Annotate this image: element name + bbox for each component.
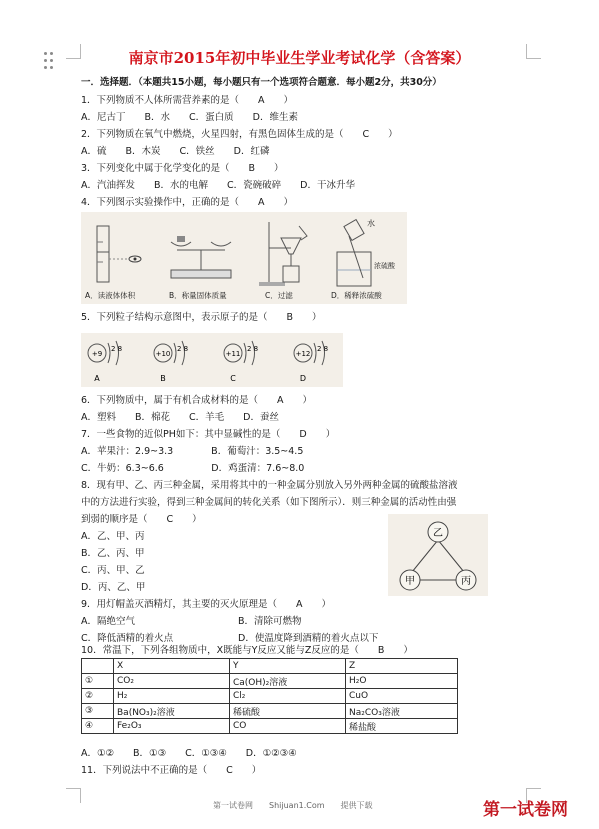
figure-caption-c: C．过滤 [265, 291, 293, 300]
node-label-yi: 乙 [433, 528, 443, 539]
table-header-cell: Z [346, 659, 458, 674]
svg-text:+9: +9 [91, 350, 103, 358]
node-label-jia: 甲 [405, 576, 415, 587]
table-header-cell [82, 659, 114, 674]
question-5-stem: 5．下列粒子结构示意图中，表示原子的是（ B ） [81, 312, 322, 323]
question-8-option-c: C．丙、甲、乙 [81, 565, 145, 576]
question-9-option-c: C．降低酒精的着火点 [81, 633, 174, 644]
table-cell: Na₂CO₃溶液 [346, 704, 458, 719]
svg-text:2 8: 2 8 [111, 345, 123, 353]
question-8-stem-line1: 8．现有甲、乙、丙三种金属，采用将其中的一种金属分别放入另外两种金属的硫酸盐溶液 [81, 480, 458, 491]
question-4-stem: 4．下列图示实验操作中，正确的是（ A ） [81, 197, 294, 208]
node-label-bing: 丙 [461, 576, 471, 587]
question-10-options: A．①② B．①③ C．①③④ D．①②③④ [81, 748, 297, 759]
svg-text:B: B [160, 374, 166, 383]
question-1-stem: 1．下列物质不人体所需营养素的是（ A ） [81, 95, 294, 106]
question-6-options: A．塑料 B．棉花 C．羊毛 D．蚕丝 [81, 412, 279, 423]
table-row [82, 704, 458, 719]
question-9-option-a: A．隔绝空气 [81, 616, 135, 627]
page-footer: 第一试卷网 Shijuan1.Com 提供下载 [213, 801, 373, 810]
question-9-stem: 9．用灯帽盖灭酒精灯，其主要的灭火原理是（ A ） [81, 599, 332, 610]
table-header-cell: X [114, 659, 230, 674]
svg-text:A: A [94, 374, 100, 383]
table-cell: H₂O [346, 674, 458, 689]
svg-text:+11: +11 [225, 350, 241, 358]
table-cell: CO₂ [114, 674, 230, 689]
table-cell: Ca(OH)₂溶液 [230, 674, 346, 689]
svg-text:+12: +12 [295, 350, 311, 358]
question-8-stem-line3: 到弱的顺序是（ C ） [81, 514, 202, 525]
figure-caption-a: A．读液体体积 [85, 291, 136, 300]
question-10-stem: 10．常温下，下列各组物质中，X既能与Y反应又能与Z反应的是（ B ） [81, 645, 413, 656]
table-cell: ④ [82, 719, 114, 734]
question-7-stem: 7．一些食物的近似PH如下：其中显碱性的是（ D ） [81, 429, 336, 440]
table-header-cell: Y [230, 659, 346, 674]
table-row [82, 689, 458, 704]
question-6-stem: 6．下列物质中，属于有机合成材料的是（ A ） [81, 395, 313, 406]
site-logo: 第一试卷网 [483, 800, 568, 820]
question-8-option-a: A．乙、甲、丙 [81, 531, 145, 542]
table-row [82, 674, 458, 689]
question-2-options: A．硫 B．木炭 C．铁丝 D．红磷 [81, 146, 270, 157]
question-3-options: A．汽油挥发 B．水的电解 C．瓷碗破碎 D．干冰升华 [81, 180, 355, 191]
figure-caption-d: D．稀释浓硫酸 [331, 291, 382, 300]
table-cell: Ba(NO₃)₂溶液 [114, 704, 230, 719]
svg-text:C: C [230, 374, 236, 383]
page-corner-mark [66, 788, 81, 803]
question-7-options-cd: C．牛奶：6.3~6.6 D．鸡蛋清：7.6~8.0 [81, 463, 305, 474]
svg-text:2 8: 2 8 [317, 345, 329, 353]
atomic-structure-figure [81, 333, 343, 387]
table-row [82, 719, 458, 734]
question-9-option-d: D．使温度降到酒精的着火点以下 [238, 633, 379, 644]
table-cell: Cl₂ [230, 689, 346, 704]
lab-operations-figure [81, 212, 407, 304]
section-heading: 一．选择题．（本题共15小题，每小题只有一个选项符合题意．每小题2分，共30分） [81, 77, 442, 88]
table-cell: CuO [346, 689, 458, 704]
question-2-stem: 2．下列物质在氧气中燃烧，火星四射，有黑色固体生成的是（ C ） [81, 129, 398, 140]
table-cell: CO [230, 719, 346, 734]
document-title: 南京市2015年初中毕业生学业考试化学（含答案） [128, 49, 471, 67]
table-header-row [82, 659, 458, 674]
question-8-stem-line2: 中的方法进行实验，得到三种金属间的转化关系（如下图所示）．则三种金属的活动性由强 [81, 497, 457, 508]
svg-text:2 8: 2 8 [177, 345, 189, 353]
reaction-table [81, 658, 458, 734]
table-cell: H₂ [114, 689, 230, 704]
metal-conversion-diagram [388, 514, 488, 596]
table-cell: 稀硫酸 [230, 704, 346, 719]
table-cell: ① [82, 674, 114, 689]
question-7-options-ab: A．苹果汁：2.9~3.3 B．葡萄汁：3.5~4.5 [81, 446, 304, 457]
figure-caption-b: B．称量固体质量 [169, 291, 227, 300]
svg-text:2 8: 2 8 [247, 345, 259, 353]
question-1-options: A．尼古丁 B．水 C．蛋白质 D．维生素 [81, 112, 298, 123]
question-8-option-d: D．丙、乙、甲 [81, 582, 146, 593]
acid-label: 浓硫酸 [374, 262, 395, 270]
table-cell: ② [82, 689, 114, 704]
question-8-option-b: B．乙、丙、甲 [81, 548, 145, 559]
svg-text:D: D [299, 374, 307, 383]
svg-text:+10: +10 [155, 350, 171, 358]
table-cell: Fe₂O₃ [114, 719, 230, 734]
question-9-option-b: B．清除可燃物 [238, 616, 302, 627]
question-11-stem: 11．下列说法中不正确的是（ C ） [81, 765, 262, 776]
question-3-stem: 3．下列变化中属于化学变化的是（ B ） [81, 163, 284, 174]
table-cell: 稀盐酸 [346, 719, 458, 734]
water-label: 水 [367, 219, 375, 228]
table-cell: ③ [82, 704, 114, 719]
